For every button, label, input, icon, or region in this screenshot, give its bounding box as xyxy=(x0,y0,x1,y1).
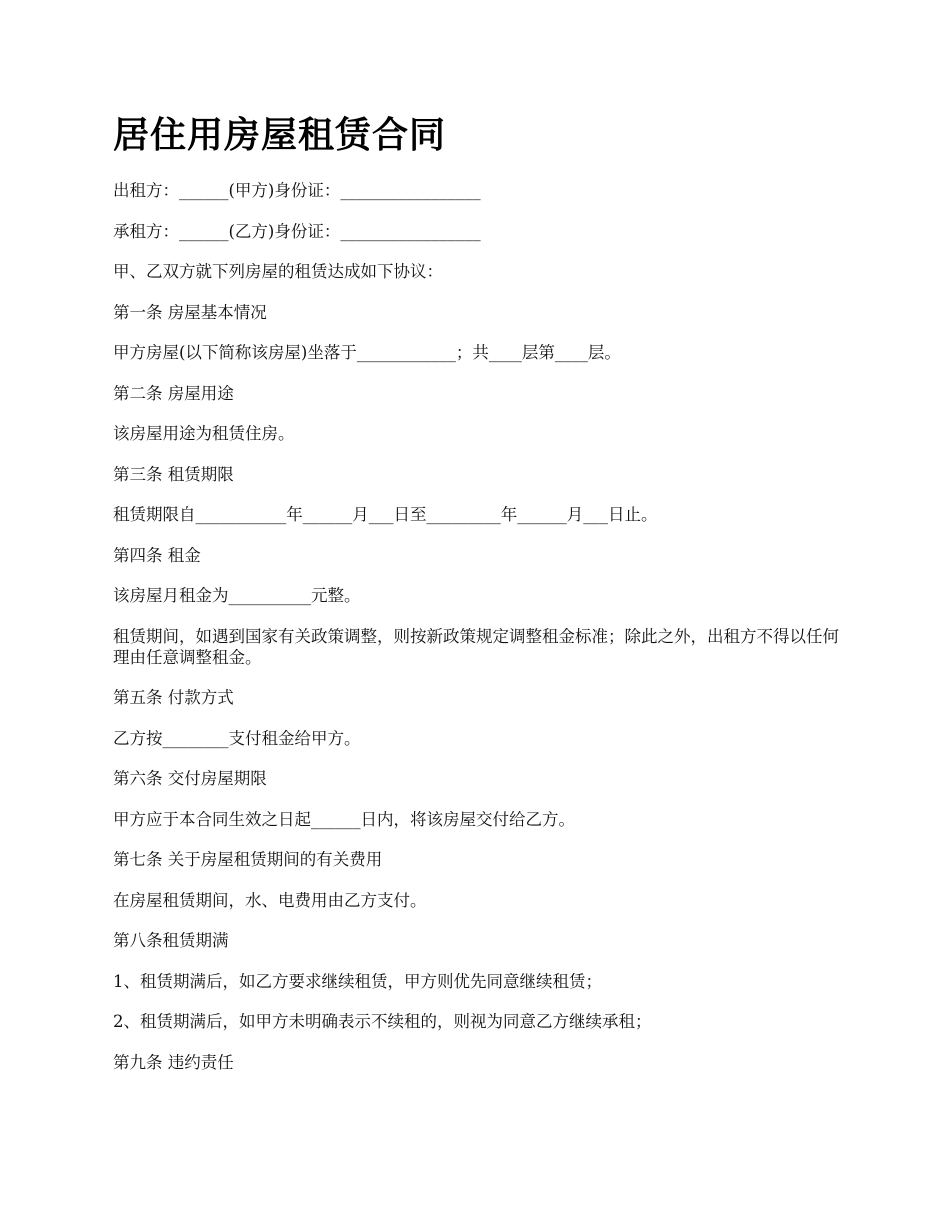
article-2-heading: 第二条 房屋用途 xyxy=(113,383,234,403)
document-page xyxy=(113,112,843,1092)
agreement-intro: 甲、乙双方就下列房屋的租赁达成如下协议： xyxy=(113,262,443,281)
article-7-text: 在房屋租赁期间，水、电费用由乙方支付。 xyxy=(113,890,427,910)
article-5-text: 乙方按________支付租金给甲方。 xyxy=(113,728,361,748)
article-1-heading: 第一条 房屋基本情况 xyxy=(113,302,267,322)
article-3-text: 租赁期限自___________年______月___日至_________年______月___日止。 xyxy=(113,505,658,524)
article-8-heading: 第八条租赁期满 xyxy=(113,931,229,950)
article-5-heading: 第五条 付款方式 xyxy=(113,688,234,707)
article-4-text-rent: 该房屋月租金为__________元整。 xyxy=(113,586,361,605)
article-8-item-1: 1、租赁期满后，如乙方要求继续租赁，甲方则优先同意继续租赁； xyxy=(113,971,602,991)
lessee-line: 承租方：______(乙方)身份证：_________________ xyxy=(113,221,481,241)
article-9-heading: 第九条 违约责任 xyxy=(113,1052,234,1072)
article-1-text: 甲方房屋(以下简称该房屋)坐落于____________；共____层第____层。 xyxy=(113,343,621,362)
article-2-text: 该房屋用途为租赁住房。 xyxy=(113,424,295,443)
article-4-heading: 第四条 租金 xyxy=(113,545,201,565)
document-title: 居住用房屋租赁合同 xyxy=(113,115,447,156)
article-6-text: 甲方应于本合同生效之日起______日内，将该房屋交付给乙方。 xyxy=(113,809,575,829)
lessor-line: 出租方：______(甲方)身份证：_________________ xyxy=(113,181,481,200)
article-4-text-adjustment: 租赁期间，如遇到国家有关政策调整，则按新政策规定调整租金标准；除此之外，出租方不得以任何理由任意调整租金。 xyxy=(113,626,839,667)
article-8-item-2: 2、租赁期满后，如甲方未明确表示不续租的，则视为同意乙方继续承租； xyxy=(113,1012,652,1031)
article-7-heading: 第七条 关于房屋租赁期间的有关费用 xyxy=(113,850,383,869)
article-3-heading: 第三条 租赁期限 xyxy=(113,464,234,484)
article-6-heading: 第六条 交付房屋期限 xyxy=(113,769,267,788)
